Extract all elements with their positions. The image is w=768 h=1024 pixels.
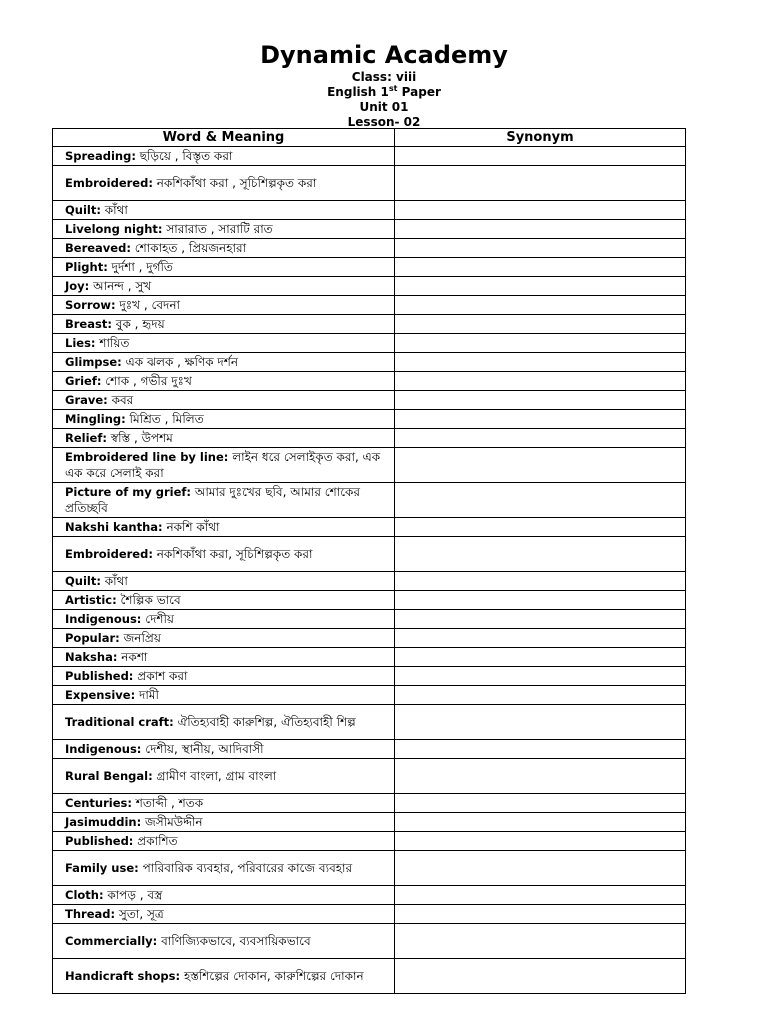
vocab-meaning: নকশা: [121, 650, 148, 664]
table-row: [53, 410, 686, 429]
vocab-meaning: গ্রামীণ বাংলা, গ্রাম বাংলা: [156, 769, 277, 783]
synonym-cell[interactable]: [395, 794, 686, 813]
vocab-meaning: লাইন ধরে সেলাইকৃত করা, এক এক করে সেলাই করা: [65, 450, 381, 480]
synonym-cell[interactable]: [395, 372, 686, 391]
word-meaning-cell: [53, 315, 395, 334]
vocab-term: Spreading:: [65, 149, 136, 163]
synonym-cell[interactable]: [395, 886, 686, 905]
table-row: [53, 296, 686, 315]
synonym-cell[interactable]: [395, 201, 686, 220]
synonym-cell[interactable]: [395, 296, 686, 315]
vocab-meaning: শৈল্পিক ভাবে: [120, 593, 181, 607]
vocab-term: Picture of my grief:: [65, 485, 191, 499]
table-row: [53, 959, 686, 994]
synonym-cell[interactable]: [395, 667, 686, 686]
vocab-term: Family use:: [65, 861, 139, 875]
vocab-meaning: আনন্দ , সুখ: [93, 279, 152, 293]
word-meaning-cell: [53, 239, 395, 258]
word-meaning-cell: [53, 648, 395, 667]
vocab-term: Embroidered:: [65, 547, 153, 561]
vocab-term: Cloth:: [65, 888, 104, 902]
vocab-meaning: বুক , হৃদয়: [115, 317, 165, 331]
column-header-synonym: Synonym: [395, 129, 686, 147]
word-meaning-cell: [53, 334, 395, 353]
vocab-meaning: নকশিকাঁথা করা, সূচিশিল্পকৃত করা: [156, 547, 313, 561]
vocab-term: Livelong night:: [65, 222, 163, 236]
vocab-meaning: হস্তশিল্পের দোকান, কারুশিল্পের দোকান: [183, 969, 364, 983]
word-meaning-cell: [53, 147, 395, 166]
vocab-term: Centuries:: [65, 796, 132, 810]
vocab-meaning: শায়িত: [99, 336, 130, 350]
word-meaning-cell: [53, 591, 395, 610]
table-row: [53, 610, 686, 629]
table-row: [53, 201, 686, 220]
synonym-cell[interactable]: [395, 705, 686, 740]
vocab-meaning: নকশি কাঁথা: [166, 520, 220, 534]
table-row: [53, 518, 686, 537]
vocab-term: Thread:: [65, 907, 116, 921]
synonym-cell[interactable]: [395, 448, 686, 483]
word-meaning-cell: [53, 429, 395, 448]
word-meaning-cell: [53, 372, 395, 391]
word-meaning-cell: [53, 886, 395, 905]
word-meaning-cell: [53, 629, 395, 648]
vocab-meaning: মিশ্রিত , মিলিত: [129, 412, 204, 426]
class-line: Class: viii: [351, 70, 417, 84]
synonym-cell[interactable]: [395, 537, 686, 572]
synonym-cell[interactable]: [395, 353, 686, 372]
synonym-cell[interactable]: [395, 277, 686, 296]
vocab-term: Bereaved:: [65, 241, 131, 255]
vocab-term: Jasimuddin:: [65, 815, 142, 829]
lesson-line: Lesson- 02: [347, 115, 421, 129]
vocab-term: Published:: [65, 834, 134, 848]
vocab-meaning: দুর্দশা , দুর্গতি: [111, 260, 173, 274]
synonym-cell[interactable]: [395, 740, 686, 759]
vocab-term: Relief:: [65, 431, 107, 445]
table-row: [53, 239, 686, 258]
vocab-meaning: সারারাত , সারাটি রাত: [166, 222, 273, 236]
vocab-meaning: জসীমউদ্দীন: [145, 815, 203, 829]
word-meaning-cell: [53, 610, 395, 629]
table-row: [53, 648, 686, 667]
word-meaning-cell: [53, 537, 395, 572]
vocab-meaning: ঐতিহ্যবাহী কারুশিল্প, ঐতিহ্যবাহী শিল্প: [177, 715, 356, 729]
vocab-term: Popular:: [65, 631, 120, 645]
word-meaning-cell: [53, 277, 395, 296]
word-meaning-cell: [53, 166, 395, 201]
vocab-meaning: সুতা, সূত্র: [118, 907, 164, 921]
table-row: [53, 391, 686, 410]
vocab-term: Traditional craft:: [65, 715, 174, 729]
vocab-term: Rural Bengal:: [65, 769, 153, 783]
word-meaning-cell: [53, 391, 395, 410]
table-row: [53, 759, 686, 794]
word-meaning-cell: [53, 905, 395, 924]
vocab-meaning: প্রকাশ করা: [137, 669, 188, 683]
synonym-cell[interactable]: [395, 832, 686, 851]
table-row: [53, 166, 686, 201]
vocab-term: Plight:: [65, 260, 108, 274]
vocab-term: Lies:: [65, 336, 96, 350]
synonym-cell[interactable]: [395, 610, 686, 629]
table-row: [53, 372, 686, 391]
vocab-meaning: দেশীয়, স্থানীয়, আদিবাসী: [145, 742, 264, 756]
synonym-cell[interactable]: [395, 572, 686, 591]
vocab-meaning: দেশীয়: [145, 612, 174, 626]
vocab-meaning: জনপ্রিয়: [123, 631, 161, 645]
table-row: [53, 258, 686, 277]
table-row: [53, 429, 686, 448]
table-row: [53, 705, 686, 740]
synonym-cell[interactable]: [395, 147, 686, 166]
vocab-term: Embroidered:: [65, 176, 153, 190]
vocab-meaning: দুঃখ , বেদনা: [119, 298, 181, 312]
table-row: [53, 740, 686, 759]
vocab-term: Glimpse:: [65, 355, 122, 369]
synonym-cell[interactable]: [395, 483, 686, 518]
subject-line: [0, 85, 768, 100]
column-header-word-meaning: Word & Meaning: [53, 129, 395, 147]
table-row: [53, 591, 686, 610]
table-row: [53, 147, 686, 166]
table-row: [53, 924, 686, 959]
vocab-term: Joy:: [65, 279, 90, 293]
table-row: [53, 851, 686, 886]
synonym-cell[interactable]: [395, 429, 686, 448]
vocab-meaning: শোক , গভীর দুঃখ: [105, 374, 192, 388]
vocab-meaning: শতাব্দী , শতক: [135, 796, 204, 810]
vocab-meaning: পারিবারিক ব্যবহার, পরিবারের কাজে ব্যবহার: [142, 861, 353, 875]
synonym-cell[interactable]: [395, 959, 686, 994]
unit-line: Unit 01: [359, 100, 409, 114]
table-row: [53, 886, 686, 905]
vocab-term: Commercially:: [65, 934, 158, 948]
table-row: [53, 686, 686, 705]
word-meaning-cell: [53, 667, 395, 686]
word-meaning-cell: [53, 851, 395, 886]
vocab-term: Embroidered line by line:: [65, 450, 229, 464]
synonym-cell[interactable]: [395, 391, 686, 410]
vocab-term: Breast:: [65, 317, 112, 331]
vocab-meaning: প্রকাশিত: [137, 834, 178, 848]
vocab-term: Quilt:: [65, 574, 101, 588]
vocab-meaning: কাঁথা: [104, 574, 128, 588]
synonym-cell[interactable]: [395, 851, 686, 886]
subject-suffix: Paper: [397, 85, 441, 99]
vocab-meaning: কাঁথা: [104, 203, 128, 217]
table-row: [53, 353, 686, 372]
document-title: Dynamic Academy: [260, 41, 508, 69]
table-row: [53, 629, 686, 648]
vocab-meaning: নকশিকাঁথা করা , সূচিশিল্পকৃত করা: [156, 176, 317, 190]
table-row: [53, 667, 686, 686]
vocab-term: Nakshi kantha:: [65, 520, 163, 534]
synonym-cell[interactable]: [395, 905, 686, 924]
vocab-term: Grief:: [65, 374, 102, 388]
vocab-meaning: বাণিজ্যিকভাবে, ব্যবসায়িকভাবে: [161, 934, 311, 948]
vocab-meaning: দামী: [139, 688, 159, 702]
table-row: [53, 905, 686, 924]
word-meaning-cell: [53, 448, 395, 483]
vocab-term: Indigenous:: [65, 742, 142, 756]
synonym-cell[interactable]: [395, 220, 686, 239]
synonym-cell[interactable]: [395, 334, 686, 353]
table-row: [53, 537, 686, 572]
word-meaning-cell: [53, 296, 395, 315]
table-row: [53, 483, 686, 518]
vocab-meaning: স্বস্তি , উপশম: [110, 431, 173, 445]
synonym-cell[interactable]: [395, 315, 686, 334]
vocab-term: Expensive:: [65, 688, 136, 702]
subject-superscript: st: [388, 84, 398, 93]
word-meaning-cell: [53, 705, 395, 740]
vocab-meaning: শোকাহত , প্রিয়জনহারা: [134, 241, 247, 255]
vocab-term: Naksha:: [65, 650, 118, 664]
table-row: [53, 334, 686, 353]
word-meaning-cell: [53, 410, 395, 429]
vocab-meaning: আমার দুঃখের ছবি, আমার শোকের প্রতিচ্ছবি: [65, 485, 361, 515]
table-row: [53, 448, 686, 483]
vocab-term: Sorrow:: [65, 298, 116, 312]
word-meaning-cell: [53, 518, 395, 537]
vocab-meaning: কাপড় , বস্ত্র: [107, 888, 163, 902]
synonym-cell[interactable]: [395, 591, 686, 610]
word-meaning-cell: [53, 220, 395, 239]
vocab-term: Quilt:: [65, 203, 101, 217]
synonym-cell[interactable]: [395, 686, 686, 705]
synonym-cell[interactable]: [395, 759, 686, 794]
word-meaning-cell: [53, 258, 395, 277]
synonym-cell[interactable]: [395, 166, 686, 201]
word-meaning-cell: [53, 959, 395, 994]
vocab-term: Published:: [65, 669, 134, 683]
table-row: [53, 277, 686, 296]
word-meaning-cell: [53, 353, 395, 372]
table-row: [53, 794, 686, 813]
document-header: [0, 40, 768, 130]
word-meaning-cell: [53, 813, 395, 832]
synonym-cell[interactable]: [395, 410, 686, 429]
vocab-meaning: ছড়িয়ে , বিস্তৃত করা: [139, 149, 233, 163]
word-meaning-cell: [53, 832, 395, 851]
synonym-cell[interactable]: [395, 813, 686, 832]
vocabulary-table: [52, 128, 686, 994]
synonym-cell[interactable]: [395, 648, 686, 667]
table-row: [53, 813, 686, 832]
word-meaning-cell: [53, 759, 395, 794]
synonym-cell[interactable]: [395, 518, 686, 537]
vocab-term: Handicraft shops:: [65, 969, 181, 983]
synonym-cell[interactable]: [395, 258, 686, 277]
subject-text: English 1: [327, 85, 389, 99]
word-meaning-cell: [53, 924, 395, 959]
word-meaning-cell: [53, 483, 395, 518]
vocab-term: Mingling:: [65, 412, 126, 426]
word-meaning-cell: [53, 201, 395, 220]
word-meaning-cell: [53, 740, 395, 759]
vocab-meaning: এক ঝলক , ক্ষণিক দর্শন: [125, 355, 238, 369]
synonym-cell[interactable]: [395, 629, 686, 648]
table-row: [53, 220, 686, 239]
word-meaning-cell: [53, 686, 395, 705]
synonym-cell[interactable]: [395, 239, 686, 258]
synonym-cell[interactable]: [395, 924, 686, 959]
vocabulary-table-body: [53, 147, 686, 994]
vocab-term: Indigenous:: [65, 612, 142, 626]
vocab-term: Grave:: [65, 393, 108, 407]
table-header-row: [53, 129, 686, 147]
vocab-meaning: কবর: [111, 393, 134, 407]
word-meaning-cell: [53, 572, 395, 591]
vocab-term: Artistic:: [65, 593, 117, 607]
table-row: [53, 315, 686, 334]
word-meaning-cell: [53, 794, 395, 813]
table-row: [53, 572, 686, 591]
table-row: [53, 832, 686, 851]
